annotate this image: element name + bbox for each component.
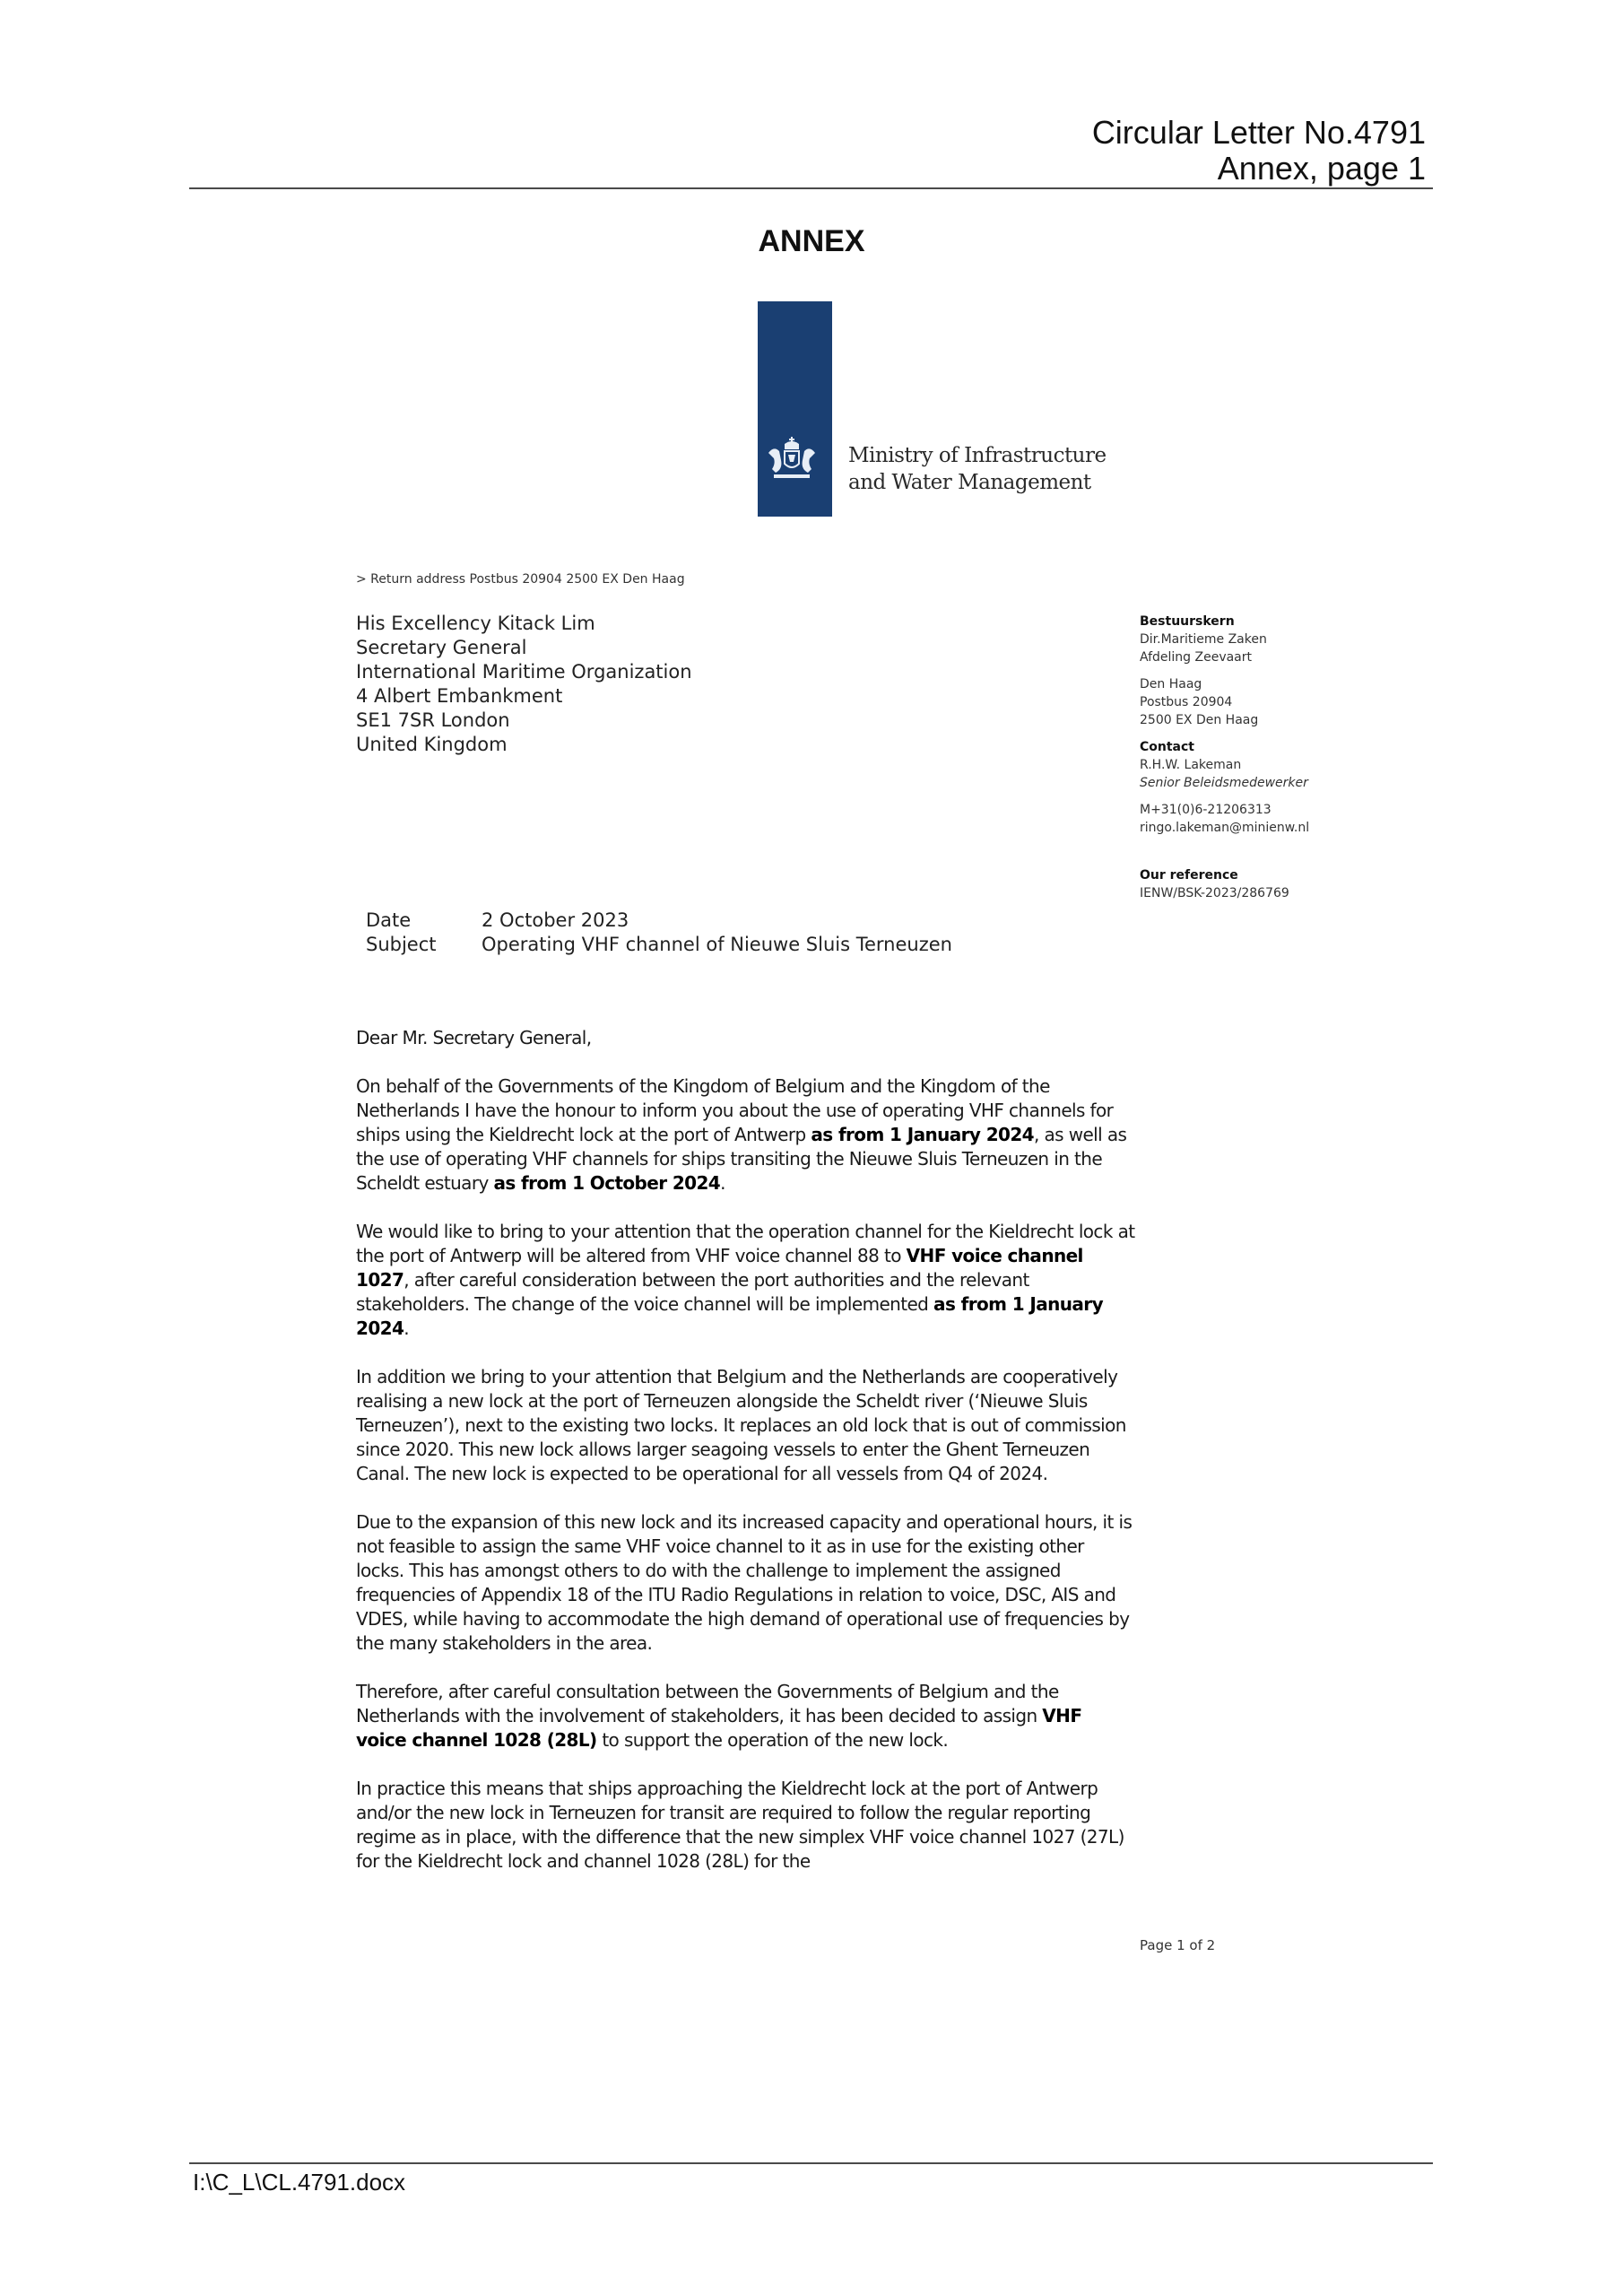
- recipient-line: United Kingdom: [356, 734, 508, 755]
- sidebar-reference-heading: Our reference: [1140, 868, 1238, 883]
- recipient-line: International Maritime Organization: [356, 661, 692, 683]
- header-annex-page: Annex, page 1: [1217, 150, 1426, 187]
- footer-file-path: I:\C_L\CL.4791.docx: [193, 2169, 406, 2196]
- letter-body: [356, 1026, 1136, 1898]
- sidebar-address-line: 2500 EX Den Haag: [1140, 713, 1259, 727]
- salutation: Dear Mr. Secretary General,: [356, 1027, 592, 1048]
- header-circular-letter-number: Circular Letter No.4791: [1091, 114, 1426, 151]
- sidebar-org-heading: Bestuurskern: [1140, 614, 1235, 629]
- sidebar-contact-name: R.H.W. Lakeman: [1140, 758, 1242, 772]
- text: to support the operation of the new lock.: [596, 1729, 949, 1751]
- sidebar-contact-heading: Contact: [1140, 740, 1194, 754]
- sidebar-address-line: Den Haag: [1140, 677, 1202, 691]
- sidebar-organization: [1140, 613, 1309, 837]
- recipient-line: His Excellency Kitack Lim: [356, 613, 595, 634]
- sidebar-address-line: Postbus 20904: [1140, 695, 1233, 709]
- sidebar-reference: [1140, 866, 1289, 902]
- text: On behalf of the Governments of the Kingdom of Belgium and the Kingdom of the Netherlands I have the honour to inform you about the use of operating VHF channels for ships using the Kieldrecht lock at the port of Antwerp: [356, 1075, 1114, 1145]
- recipient-line: 4 Albert Embankment: [356, 685, 563, 707]
- paragraph-2: [356, 1220, 1136, 1341]
- page-title: ANNEX: [758, 224, 865, 258]
- text: , as well as the use of operating VHF channels for ships transiting the Nieuwe Sluis Terneuzen in the Scheldt estuary: [356, 1124, 1127, 1194]
- paragraph-5: [356, 1680, 1136, 1752]
- emphasis: as from 1 January 2024: [356, 1293, 1104, 1339]
- recipient-line: SE1 7SR London: [356, 709, 510, 731]
- date-label: Date: [366, 909, 412, 931]
- header-divider: [189, 187, 1433, 189]
- emphasis: as from 1 January 2024: [811, 1124, 1034, 1145]
- text: .: [404, 1318, 410, 1339]
- emphasis: VHF voice channel 1028 (28L): [356, 1705, 1082, 1751]
- page-number: Page 1 of 2: [1140, 1937, 1216, 1953]
- royal-coat-of-arms-icon: [763, 433, 826, 496]
- text: Therefore, after careful consultation between the Governments of Belgium and the Netherlands with the involvement of stakeholders, it has been decided to assign: [356, 1681, 1059, 1726]
- footer-divider: [189, 2162, 1433, 2164]
- sidebar-contact-phone: M+31(0)6-21206313: [1140, 803, 1271, 817]
- sidebar-contact-email[interactable]: ringo.lakeman@minienw.nl: [1140, 821, 1310, 835]
- sidebar-reference-value: IENW/BSK-2023/286769: [1140, 886, 1289, 900]
- recipient-address: [356, 612, 692, 757]
- sidebar-org-line: Afdeling Zeevaart: [1140, 650, 1253, 665]
- paragraph-4: Due to the expansion of this new lock and its increased capacity and operational hours, it is not feasible to assign the same VHF voice channel to it as in use for the existing other locks. This has amongst others to do with the challenge to implement the assigned frequencies of Appendix 18 of the ITU Radio Regulations in relation to voice, DSC, AIS and VDES, while having to accommodate the high demand of operational use of frequencies by the many stakeholders in the area.: [356, 1511, 1133, 1654]
- ministry-name: [848, 442, 1107, 496]
- sidebar-contact-role: Senior Beleidsmedewerker: [1140, 776, 1308, 790]
- subject-label: Subject: [366, 934, 437, 955]
- text: We would like to bring to your attention that the operation channel for the Kieldrecht lock at the port of Antwerp will be altered from VHF voice channel 88 to: [356, 1221, 1135, 1266]
- letter-meta: [366, 909, 952, 957]
- text: , after careful consideration between the port authorities and the relevant stakeholders. The change of the voice channel will be implemented: [356, 1269, 1029, 1315]
- date-value: 2 October 2023: [482, 909, 629, 931]
- subject-row: [366, 933, 952, 957]
- emphasis: VHF voice channel 1027: [356, 1245, 1083, 1291]
- paragraph-6: In practice this means that ships approaching the Kieldrecht lock at the port of Antwerp and/or the new lock in Terneuzen for transit are required to follow the regular reporting regime as in place, with the difference that the new simplex VHF voice channel 1027 (27L) for the Kieldrecht lock and channel 1028 (28L) for the: [356, 1778, 1124, 1872]
- text: .: [720, 1172, 725, 1194]
- date-row: [366, 909, 952, 933]
- paragraph-3: In addition we bring to your attention that Belgium and the Netherlands are cooperatively realising a new lock at the port of Terneuzen alongside the Scheldt river (‘Nieuwe Sluis Terneuzen’), next to the existing two locks. It replaces an old lock that is out of commission since 2020. This new lock allows larger seagoing vessels to enter the Ghent Terneuzen Canal. The new lock is expected to be operational for all vessels from Q4 of 2024.: [356, 1366, 1126, 1484]
- recipient-line: Secretary General: [356, 637, 527, 658]
- emphasis: as from 1 October 2024: [493, 1172, 721, 1194]
- subject-value: Operating VHF channel of Nieuwe Sluis Terneuzen: [482, 934, 952, 955]
- paragraph-1: [356, 1074, 1136, 1196]
- sidebar-org-line: Dir.Maritieme Zaken: [1140, 632, 1267, 647]
- return-address: > Return address Postbus 20904 2500 EX Den Haag: [356, 572, 685, 587]
- ministry-name-line1: Ministry of Infrastructure: [848, 444, 1107, 467]
- ministry-name-line2: and Water Management: [848, 471, 1091, 494]
